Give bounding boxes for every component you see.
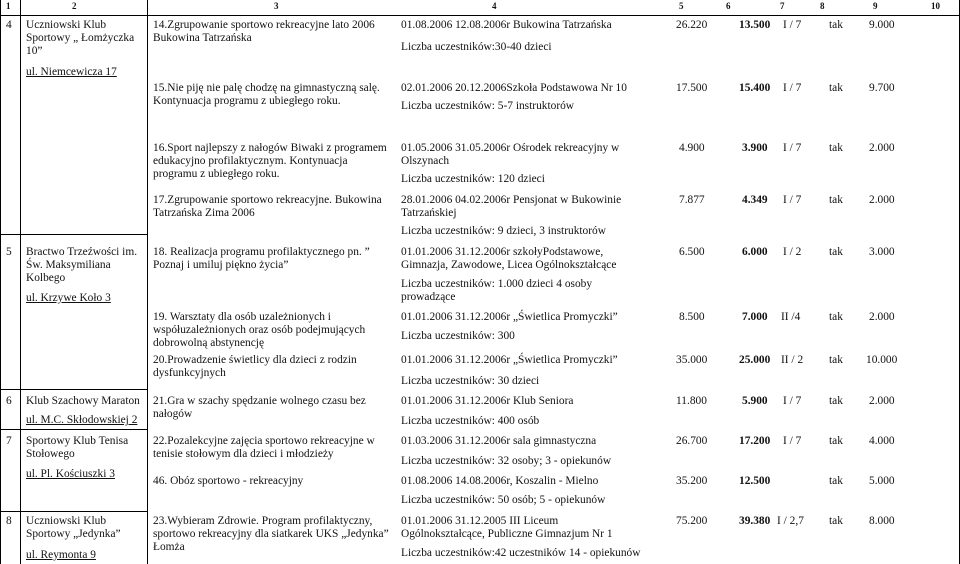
task-category: I / 2: [783, 246, 802, 258]
org-number: 8: [6, 515, 12, 527]
task-participants: Liczba uczestników: 9 dzieci, 3 instruktorów: [401, 225, 606, 237]
task-paid: 2.000: [869, 395, 895, 407]
task-participants: Liczba uczestników: 120 dzieci: [401, 173, 545, 185]
col-4: 4: [492, 1, 497, 11]
task-paid: 5.000: [869, 475, 895, 487]
task-grant: 6.000: [742, 246, 768, 258]
task-cost: 26.700: [676, 435, 708, 447]
task-category: II / 2: [781, 354, 804, 366]
task-name: 21.Gra w szachy spędzanie wolnego czasu bez nałogów: [153, 395, 366, 420]
task-paid: 9.000: [869, 19, 895, 31]
org-address: ul. Pl. Kościuszki 3: [26, 468, 115, 480]
task-category: I / 7: [783, 19, 802, 31]
org-name: Sportowy Klub Tenisa Stołowego: [26, 435, 129, 460]
task-grant: 25.000: [739, 354, 771, 366]
org-number: 5: [6, 246, 12, 258]
task-category: I / 7: [783, 142, 802, 154]
task-paid: 9.700: [869, 82, 895, 94]
task-participants: Liczba uczestników: 50 osób; 5 - opiekunów: [401, 494, 606, 506]
org-address: ul. Krzywe Koło 3: [26, 292, 111, 304]
task-participants: Liczba uczestników: 30 dzieci: [401, 375, 540, 387]
column-header-row: [0, 0, 960, 16]
task-approved: tak: [829, 311, 843, 323]
task-participants: Liczba uczestników:42 uczestników 14 - opiekunów: [401, 547, 641, 559]
org-name: Uczniowski Klub Sportowy „Jedynka”: [26, 515, 121, 540]
task-paid: 8.000: [869, 515, 895, 527]
task-participants: Liczba uczestników: 400 osób: [401, 415, 540, 427]
org-number: 4: [6, 19, 12, 31]
task-name: 46. Obóz sportowo - rekreacyjny: [153, 475, 304, 487]
col-2: 2: [72, 1, 77, 11]
task-paid: 2.000: [869, 142, 895, 154]
task-cost: 75.200: [676, 515, 708, 527]
task-grant: 39.380: [739, 515, 771, 527]
task-approved: tak: [829, 82, 843, 94]
task-approved: tak: [829, 19, 843, 31]
org-name: Klub Szachowy Maraton: [26, 395, 140, 407]
task-place: 01.01.2006 31.12.2006r szkołyPodstawowe, Gimnazja, Zawodowe, Licea Ogólnokształcące: [401, 246, 617, 271]
task-place: 01.01.2006 31.12.2005 III Liceum Ogólnokształcące, Publiczne Gimnazjum Nr 1: [401, 515, 613, 540]
col-7: 7: [780, 1, 785, 11]
col-6: 6: [726, 1, 731, 11]
task-category: I / 7: [783, 194, 802, 206]
grid-line: [0, 511, 147, 512]
task-approved: tak: [829, 395, 843, 407]
task-name: 17.Zgrupowanie sportowo rekreacyjne. Bukowina Tatrzańska Zima 2006: [153, 194, 382, 219]
task-name: 15.Nie piję nie palę chodzę na gimnastyczną salę. Kontynuacja programu z ubiegłego roku.: [153, 82, 380, 107]
task-name: 14.Zgrupowanie sportowo rekreacyjne lato 2006 Bukowina Tatrzańska: [153, 19, 375, 44]
task-approved: tak: [829, 475, 843, 487]
task-cost: 11.800: [676, 395, 707, 407]
task-name: 19. Warsztaty dla osób uzależnionych i współuzależnionych oraz osób podejmujących dobrowolną abstynencję: [153, 311, 366, 349]
task-cost: 35.200: [676, 475, 708, 487]
col-10: 10: [931, 1, 940, 11]
task-grant: 13.500: [739, 19, 771, 31]
task-grant: 12.500: [739, 475, 771, 487]
org-address: ul. M.C. Skłodowskiej 2: [26, 414, 138, 426]
task-participants: Liczba uczestników: 5-7 instruktorów: [401, 100, 575, 112]
task-place: 01.01.2006 31.12.2006r Klub Seniora: [401, 395, 574, 407]
task-cost: 4.900: [679, 142, 705, 154]
task-place: 01.08.2006 14.08.2006r, Koszalin - Mielno: [401, 475, 599, 487]
task-cost: 17.500: [676, 82, 708, 94]
task-category: I / 7: [783, 435, 802, 447]
task-name: 22.Pozalekcyjne zajęcia sportowo rekreacyjne w tenisie stołowym dla dzieci i młodzieży: [153, 435, 375, 460]
task-grant: 5.900: [742, 395, 768, 407]
task-cost: 8.500: [679, 311, 705, 323]
task-place: 01.05.2006 31.05.2006r Ośrodek rekreacyjny w Olszynach: [401, 142, 620, 167]
task-place: 02.01.2006 20.12.2006Szkoła Podstawowa Nr 10: [401, 82, 627, 94]
task-approved: tak: [829, 142, 843, 154]
grid-line: [0, 389, 147, 390]
org-number: 7: [6, 435, 12, 447]
task-approved: tak: [829, 435, 843, 447]
task-approved: tak: [829, 354, 843, 366]
task-participants: Liczba uczestników: 32 osoby; 3 - opiekunów: [401, 455, 612, 467]
grid-line: [20, 0, 21, 564]
task-place: 01.08.2006 12.08.2006r Bukowina Tatrzańska: [401, 19, 612, 31]
org-name: Bractwo Trzeźwości im. Św. Maksymiliana Kolbego: [26, 246, 138, 284]
task-place: 28.01.2006 04.02.2006r Pensjonat w Bukowinie Tatrzańskiej: [401, 194, 622, 219]
org-number: 6: [6, 395, 12, 407]
task-grant: 4.349: [742, 194, 768, 206]
task-category: I / 2,7: [777, 515, 804, 527]
task-name: 18. Realizacja programu profilaktycznego pn. ” Poznaj i umiluj piękno życia”: [153, 246, 370, 271]
task-participants: Liczba uczestników:30-40 dzieci: [401, 41, 552, 53]
task-grant: 15.400: [739, 82, 771, 94]
task-cost: 35.000: [676, 354, 708, 366]
task-grant: 17.200: [739, 435, 771, 447]
task-name: 23.Wybieram Zdrowie. Program profilaktyczny, sportowo rekreacyjny dla siatkarek UKS „Jedynka” Łomża: [153, 515, 389, 553]
org-address: ul. Reymonta 9: [26, 549, 96, 561]
task-paid: 10.000: [866, 354, 898, 366]
grid-line: [0, 429, 147, 430]
task-participants: Liczba uczestników: 1.000 dzieci 4 osoby prowadzące: [401, 278, 593, 303]
task-approved: tak: [829, 515, 843, 527]
col-1: 1: [6, 1, 11, 11]
task-category: I / 7: [783, 82, 802, 94]
task-cost: 26.220: [676, 19, 708, 31]
col-9: 9: [873, 1, 878, 11]
task-cost: 7.877: [679, 194, 705, 206]
grid-line: [0, 234, 147, 235]
org-address: ul. Niemcewicza 17: [26, 66, 117, 78]
grid-line: [0, 0, 1, 564]
task-place: 01.03.2006 31.12.2006r sala gimnastyczna: [401, 435, 597, 447]
task-grant: 3.900: [742, 142, 768, 154]
task-approved: tak: [829, 194, 843, 206]
task-paid: 3.000: [869, 246, 895, 258]
task-category: I / 7: [783, 395, 802, 407]
grid-line: [147, 0, 148, 564]
task-cost: 6.500: [679, 246, 705, 258]
col-8: 8: [820, 1, 825, 11]
task-paid: 2.000: [869, 311, 895, 323]
task-approved: tak: [829, 246, 843, 258]
task-category: II /4: [781, 311, 801, 323]
col-3: 3: [274, 1, 279, 11]
task-grant: 7.000: [742, 311, 768, 323]
task-participants: Liczba uczestników: 300: [401, 330, 515, 342]
col-5: 5: [679, 1, 684, 11]
task-paid: 4.000: [869, 435, 895, 447]
task-name: 20.Prowadzenie świetlicy dla dzieci z rodzin dysfunkcyjnych: [153, 354, 357, 379]
task-paid: 2.000: [869, 194, 895, 206]
task-name: 16.Sport najlepszy z nałogów Biwaki z programem edukacyjno profilaktycznym. Kontynuacja programu z ubiegłego roku.: [153, 142, 387, 180]
task-place: 01.01.2006 31.12.2006r „Świetlica Promyczki”: [401, 354, 618, 366]
org-name: Uczniowski Klub Sportowy „ Łomżyczka 10”: [26, 19, 135, 57]
task-place: 01.01.2006 31.12.2006r „Świetlica Promyczki”: [401, 311, 618, 323]
